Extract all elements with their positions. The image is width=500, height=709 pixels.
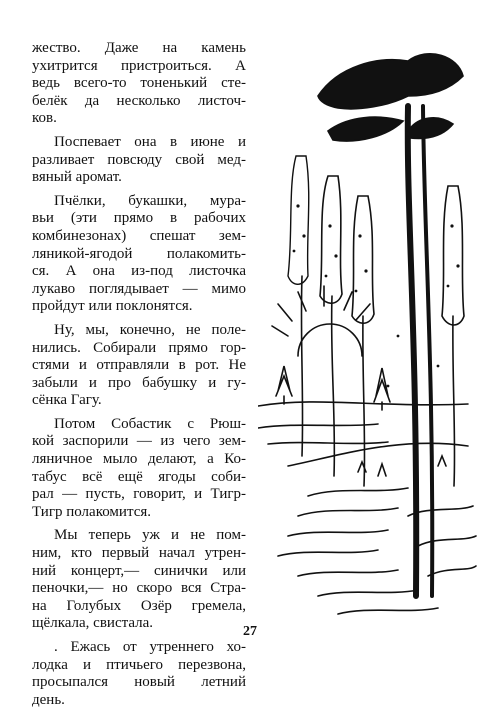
paragraph	[32, 40, 246, 128]
paragraph	[32, 527, 246, 633]
text-line: лодка и птичьего перезвона,	[32, 656, 246, 673]
text-line: ляничное мыло делают, а Ко-	[32, 451, 246, 468]
forest-lake-illustration	[258, 36, 478, 626]
paragraph	[32, 416, 246, 522]
text-line: ний концерт,— синички или	[32, 562, 246, 579]
text-line: Пчёлки, букашки, мура-	[54, 192, 246, 209]
text-line: ляникой-ягодой полакомить-	[32, 245, 246, 262]
text-line: пеночки,— но скоро вся Стра-	[32, 580, 246, 597]
paragraph	[32, 322, 246, 410]
text-line: щёлкала, свистала.	[32, 615, 154, 632]
text-line: лукаво поглядывает — мимо	[32, 280, 246, 297]
body-text	[32, 40, 246, 709]
text-line: ков.	[32, 110, 57, 127]
paragraph	[32, 134, 246, 187]
page-number: 27	[243, 624, 257, 639]
text-line: просыпался новый летний	[32, 674, 246, 691]
text-line: забыли и про бабушку и гу-	[32, 374, 246, 391]
text-line: Ну, мы, конечно, не поле-	[54, 321, 246, 338]
text-line: стями и отправляли в рот. Не	[32, 357, 246, 374]
text-line: жество. Даже на камень	[32, 40, 246, 56]
text-line: Поспевает она в июне и	[54, 133, 246, 150]
paragraph	[32, 193, 246, 316]
text-line: Тигр полакомится.	[32, 503, 151, 520]
text-line: Потом Собастик с Рюш-	[54, 415, 246, 432]
text-line: ся. А она из-под листочка	[32, 263, 246, 280]
text-line: табус всё ещё ягоды соби-	[32, 468, 246, 485]
text-line: на Голубых Озёр гремела,	[32, 597, 246, 614]
text-line: комбинезонах) спешат зем-	[32, 227, 246, 244]
text-line: день.	[32, 691, 65, 708]
text-line: вяный аромат.	[32, 169, 122, 186]
text-line: ним, кто первый начал утрен-	[32, 545, 246, 562]
text-line: кой заспорили — из чего зем-	[32, 433, 246, 450]
text-line: сёнка Гагу.	[32, 392, 102, 409]
text-line: нились. Собирали прямо гор-	[32, 339, 246, 356]
text-line: разливает повсюду свой мед-	[32, 151, 246, 168]
text-line: вьи (эти прямо в рабочих	[32, 210, 246, 227]
text-line: белёк да несколько листоч-	[32, 92, 246, 109]
text-line: рал — пусть, говорит, и Тигр-	[32, 486, 246, 503]
paragraph	[32, 639, 246, 709]
text-line: . Ежась от утреннего хо-	[54, 639, 246, 655]
text-line: пройдут или поклонятся.	[32, 298, 193, 315]
text-line: ведь всего-то тоненький сте-	[32, 75, 246, 92]
text-line: ухитрится пристроиться. А	[32, 57, 246, 74]
text-line: Мы теперь уж и не пом-	[54, 527, 246, 544]
